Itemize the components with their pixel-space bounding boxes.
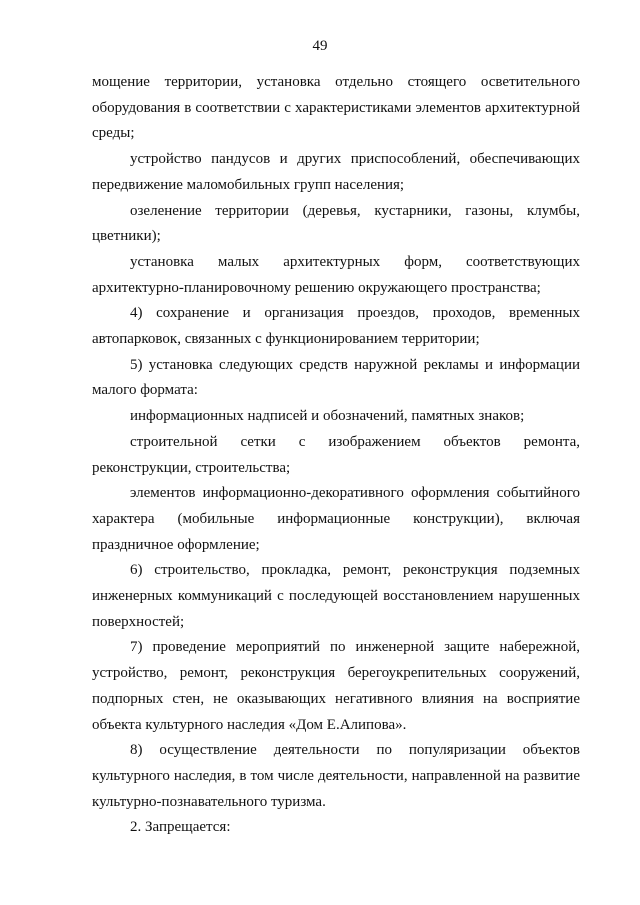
paragraph: установка малых архитектурных форм, соответствующих архитектурно-планировочному решению окружающего пространства; [92,253,580,296]
paragraph: 5) установка следующих средств наружной рекламы и информации малого формата: [92,356,580,399]
paragraph: 6) строительство, прокладка, ремонт, реконструкция подземных инженерных коммуникаций с последующей восстановлением нарушенных поверхностей; [92,562,580,630]
paragraph: мощение территории, установка отдельно стоящего осветительного оборудования в соответствии с характеристиками элементов архитектурной среды; [92,74,580,142]
paragraph: озеленение территории (деревья, кустарники, газоны, клумбы, цветники); [92,202,580,245]
page-number: 49 [312,38,328,54]
document-body [92,70,580,841]
paragraph: 7) проведение мероприятий по инженерной защите набережной, устройство, ремонт, реконструкция берегоукрепительных сооружений, подпорных стен, не оказывающих негативного влияния на восприятие объекта культурного наследия «Дом Е.Алипова». [92,639,580,733]
paragraph: информационных надписей и обозначений, памятных знаков; [130,408,525,425]
paragraph: устройство пандусов и других приспособлений, обеспечивающих передвижение маломобильных групп населения; [92,151,580,193]
paragraph: 2. Запрещается: [130,819,231,836]
paragraph: строительной сетки с изображением объектов ремонта, реконструкции, строительства; [92,433,580,476]
paragraph: 4) сохранение и организация проездов, проходов, временных автопарковок, связанных с функционированием территории; [92,305,580,348]
paragraph: элементов информационно-декоративного оформления событийного характера (мобильные информационные конструкции), включая праздничное оформление; [92,485,580,553]
paragraph: 8) осуществление деятельности по популяризации объектов культурного наследия, в том числе деятельности, направленной на развитие культурно-познавательного туризма. [92,742,580,810]
